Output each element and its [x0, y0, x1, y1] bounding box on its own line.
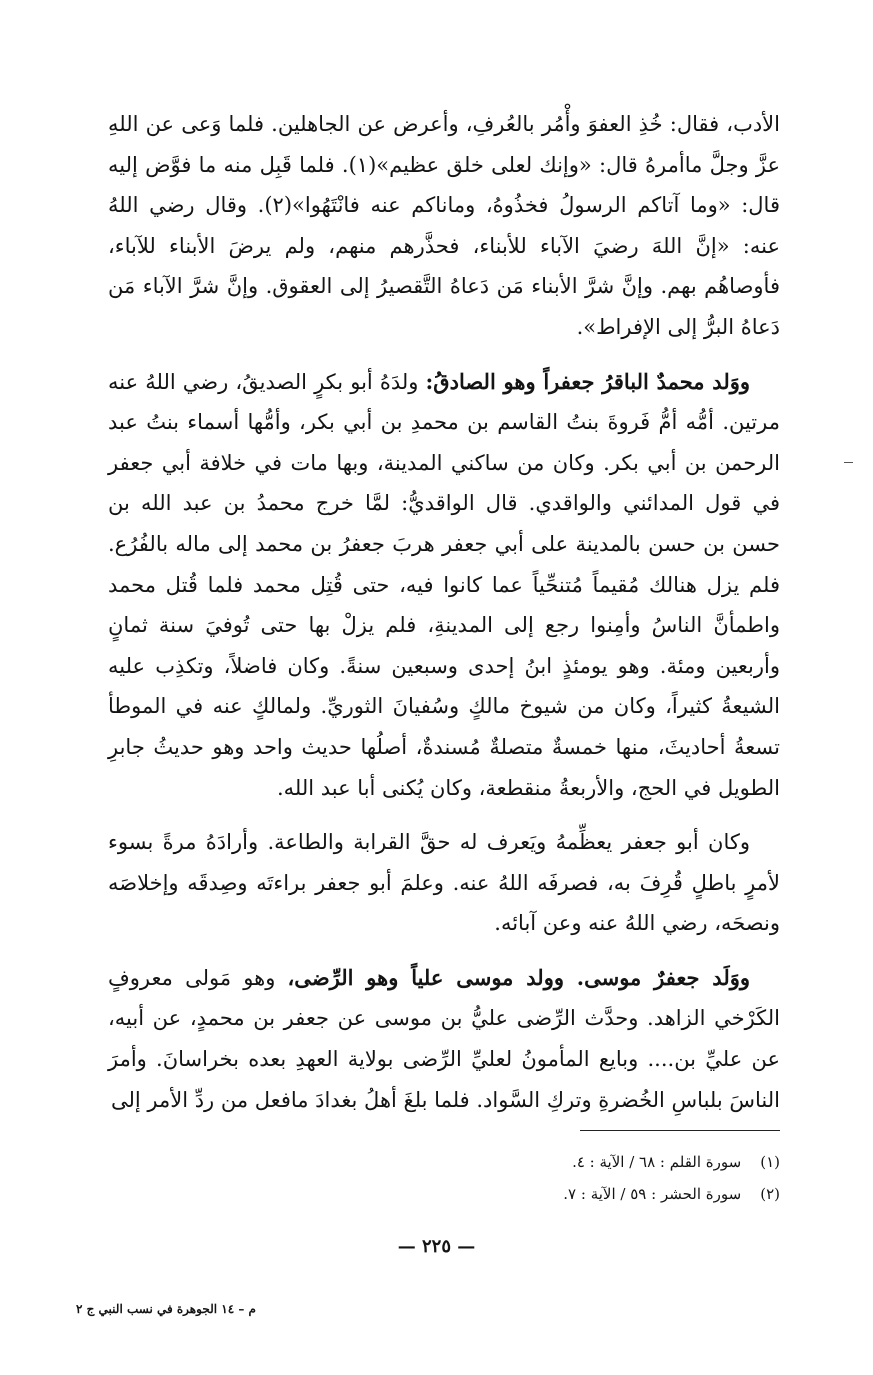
footnote-2-text: سورة الحشر : ٥٩ / الآية : ٧.	[563, 1185, 742, 1203]
paragraph-2	[108, 362, 780, 809]
paragraph-1	[108, 104, 780, 348]
paragraph-4-lead: ووَلَد جعفرٌ موسى. وولد موسى علياً وهو الرِّضى،	[287, 964, 750, 990]
page-number: — ٢٢٥ —	[397, 1236, 476, 1257]
footnote-1-text: سورة القلم : ٦٨ / الآية : ٤.	[572, 1153, 742, 1171]
paragraph-2-text: ولدَهُ أبو بكرٍ الصديقُ، رضي اللهُ عنه مرتين. أمُّه أمُّ فَروةَ بنتُ القاسم بن محمدِ بن أبي بكر، وأمُّها أسماء بنتُ عبد الرحمن بن أبي بكر. وكان من ساكني المدينة، وبها مات في خلافة أبي جعفر في قول المدائني والواقدي. قال الواقديُّ: لمَّا خرج محمدُ بن عبد الله بن حسن بن حسن بالمدينة على أبي جعفر هربَ جعفرُ بن محمد إلى ماله بالفُرُع. فلم يزل هنالك مُقيماً مُتنحِّياً عما كانوا فيه، حتى قُتِل محمد فلما قُتل محمد واطمأنَّ الناسُ وأمِنوا رجع إلى المدينةِ، فلم يزلْ بها حتى تُوفيَ سنة ثمانٍ وأربعين ومئة. وهو يومئذٍ ابنُ إحدى وسبعين سنةً. وكان فاضلاً، وتكذِب عليه الشيعةُ كثيراً، وكان من شيوخ مالكٍ وسُفيانَ الثوريِّ. ولمالكٍ عنه في الموطأ تسعةُ أحاديثَ، منها خمسةٌ متصلةٌ مُسندةٌ، أصلُها حديث واحد وهو حديثُ جابرِ الطويل في الحج، والأربعةُ منقطعة، وكان يُكنى أبا عبد الله.	[108, 369, 780, 800]
paragraph-4-text: وهو مَولى معروفٍ الكَرْخي الزاهد. وحدَّث الرِّضى عليُّ بن موسى عن جعفر بن محمدٍ، عن أبيه، عن عليِّ بن.... وبايع المأمونُ لعليِّ الرِّضى بولاية العهدِ بعده بخراسانَ. وأمرَ الناسَ بلباسِ الخُضرةِ وتركِ السَّواد. فلما بلغَ أهلُ بغدادَ مافعل من ردِّ الأمر إلى	[108, 965, 780, 1112]
footnote-2-number: (٢)	[760, 1185, 780, 1203]
paragraph-2-lead: ووَلد محمدٌ الباقرُ جعفراً وهو الصادقُ:	[425, 368, 751, 394]
main-text	[108, 104, 780, 1134]
paragraph-1-text: الأدب، فقال: خُذِ العفوَ وأْمُر بالعُرفِ، وأعرض عن الجاهلين. فلما وَعى عن اللهِ عزَّ وجلَّ ماأمرهُ قال: «وإنك لعلى خلق عظيم»(١). فلما قَبِل منه ما فوَّض إليه قال: «وما آتاكم الرسولُ فخذُوهُ، وماناكم عنه فانْتَهُوا»(٢). وقال رضي اللهُ عنه: «إنَّ اللهَ رضيَ الآباء للأبناء، فحذَّرهم منهم، ولم يرضَ الأبناء للآباء، فأوصاهُم بهم. وإنَّ شرَّ الأبناء مَن دَعاهُ التَّقصيرُ إلى العقوق. وإنَّ شرَّ الآباء مَن دَعاهُ البرُّ إلى الإفراط».	[108, 112, 780, 339]
paragraph-3-text: وكان أبو جعفر يعظِّمهُ ويَعرف له حقَّ القرابة والطاعة. وأرادَهُ مرةً بسوء لأمرٍ باطلٍ قُرِفَ به، فصرفَه اللهُ عنه. وعلمَ أبو جعفر براءتَه وصِدقَه وإخلاصَه ونصحَه، رضي اللهُ عنه وعن آبائه.	[108, 830, 780, 936]
footnote-1-number: (١)	[760, 1153, 780, 1171]
footnote-divider	[580, 1130, 780, 1131]
footnotes	[300, 1146, 780, 1210]
paragraph-4	[108, 958, 780, 1120]
margin-mark	[844, 462, 853, 463]
footnote-2	[300, 1178, 780, 1210]
footnote-1	[300, 1146, 780, 1178]
signature-line: م – ١٤ الجوهرة في نسب النبي ج ٢	[76, 1302, 256, 1316]
paragraph-3	[108, 822, 780, 944]
